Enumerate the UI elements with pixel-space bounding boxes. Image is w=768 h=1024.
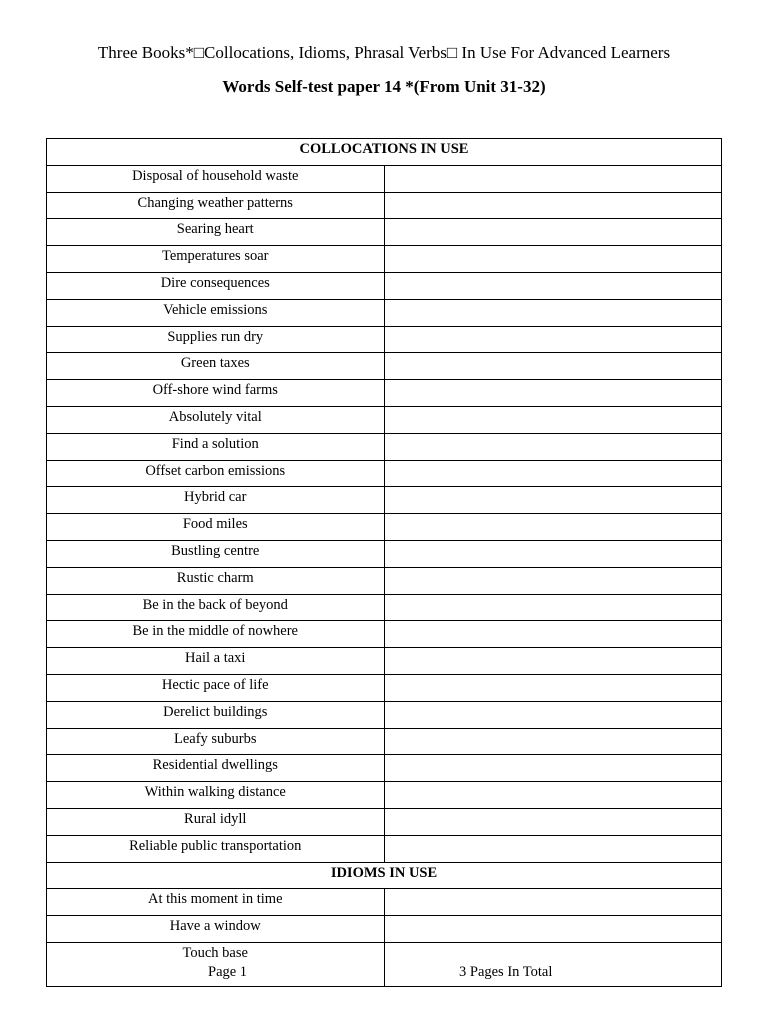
answer-cell[interactable] xyxy=(384,594,722,621)
table-row xyxy=(47,942,722,986)
page-number: Page 1 xyxy=(208,964,248,980)
answer-cell[interactable] xyxy=(384,165,722,192)
answer-cell[interactable] xyxy=(384,514,722,541)
term-cell: Temperatures soar xyxy=(47,246,385,273)
term-cell: Residential dwellings xyxy=(47,755,385,782)
table-row xyxy=(47,621,722,648)
section-heading: IDIOMS IN USE xyxy=(47,862,722,889)
term-cell: Derelict buildings xyxy=(47,701,385,728)
answer-cell[interactable] xyxy=(384,889,722,916)
answer-cell[interactable] xyxy=(384,246,722,273)
term-cell: Dire consequences xyxy=(47,272,385,299)
table-row xyxy=(47,755,722,782)
document-subtitle: Words Self-test paper 14 *(From Unit 31-32) xyxy=(222,77,546,96)
page-total: 3 Pages In Total xyxy=(459,964,553,980)
answer-cell[interactable] xyxy=(384,192,722,219)
term-cell: Off-shore wind farms xyxy=(47,380,385,407)
answer-cell[interactable] xyxy=(384,433,722,460)
answer-cell[interactable] xyxy=(384,326,722,353)
table-row xyxy=(47,219,722,246)
table-row xyxy=(47,406,722,433)
term-cell: Absolutely vital xyxy=(47,406,385,433)
section-heading: COLLOCATIONS IN USE xyxy=(47,139,722,166)
answer-cell[interactable] xyxy=(384,755,722,782)
answer-cell[interactable] xyxy=(384,728,722,755)
term-cell: Searing heart xyxy=(47,219,385,246)
table-row xyxy=(47,889,722,916)
table-row xyxy=(47,246,722,273)
term-cell: Be in the middle of nowhere xyxy=(47,621,385,648)
table-row xyxy=(47,514,722,541)
answer-cell[interactable] xyxy=(384,648,722,675)
table-row xyxy=(47,326,722,353)
table-row xyxy=(47,433,722,460)
answer-cell[interactable] xyxy=(384,299,722,326)
answer-cell[interactable] xyxy=(384,916,722,943)
term-cell: Hybrid car xyxy=(47,487,385,514)
table-row xyxy=(47,192,722,219)
table-row xyxy=(47,272,722,299)
table-row xyxy=(47,728,722,755)
term-cell: Green taxes xyxy=(47,353,385,380)
table-row xyxy=(47,460,722,487)
answer-cell[interactable] xyxy=(384,567,722,594)
term-cell: Vehicle emissions xyxy=(47,299,385,326)
table-row xyxy=(47,835,722,862)
term-cell: Find a solution xyxy=(47,433,385,460)
document-title: Three Books*□Collocations, Idioms, Phrasal Verbs□ In Use For Advanced Learners xyxy=(97,43,671,62)
term-cell: Touch base xyxy=(47,942,385,986)
answer-cell[interactable] xyxy=(384,540,722,567)
term-cell: Reliable public transportation xyxy=(47,835,385,862)
table-row xyxy=(47,567,722,594)
term-cell: Food miles xyxy=(47,514,385,541)
table-row xyxy=(47,594,722,621)
answer-cell[interactable] xyxy=(384,219,722,246)
term-cell: Rustic charm xyxy=(47,567,385,594)
answer-cell[interactable] xyxy=(384,353,722,380)
term-cell: Leafy suburbs xyxy=(47,728,385,755)
term-cell: Be in the back of beyond xyxy=(47,594,385,621)
answer-cell[interactable] xyxy=(384,460,722,487)
table-row xyxy=(47,299,722,326)
section-heading-row xyxy=(47,862,722,889)
answer-cell[interactable] xyxy=(384,406,722,433)
table-row xyxy=(47,701,722,728)
table-row xyxy=(47,380,722,407)
table-row xyxy=(47,916,722,943)
table-row xyxy=(47,674,722,701)
table-row xyxy=(47,648,722,675)
answer-cell[interactable] xyxy=(384,701,722,728)
answer-cell[interactable] xyxy=(384,674,722,701)
term-cell: Changing weather patterns xyxy=(47,192,385,219)
answer-cell[interactable] xyxy=(384,942,722,986)
term-cell: Within walking distance xyxy=(47,782,385,809)
answer-cell[interactable] xyxy=(384,808,722,835)
answer-cell[interactable] xyxy=(384,782,722,809)
term-cell: Disposal of household waste xyxy=(47,165,385,192)
term-cell: At this moment in time xyxy=(47,889,385,916)
answer-cell[interactable] xyxy=(384,487,722,514)
term-cell: Hectic pace of life xyxy=(47,674,385,701)
self-test-table-body xyxy=(47,139,722,987)
answer-cell[interactable] xyxy=(384,621,722,648)
table-row xyxy=(47,353,722,380)
term-cell: Supplies run dry xyxy=(47,326,385,353)
table-row xyxy=(47,540,722,567)
term-cell: Offset carbon emissions xyxy=(47,460,385,487)
table-row xyxy=(47,808,722,835)
table-row xyxy=(47,487,722,514)
table-row xyxy=(47,782,722,809)
section-heading-row xyxy=(47,139,722,166)
table-row xyxy=(47,165,722,192)
term-cell: Have a window xyxy=(47,916,385,943)
self-test-table xyxy=(46,138,722,987)
term-cell: Rural idyll xyxy=(47,808,385,835)
answer-cell[interactable] xyxy=(384,272,722,299)
answer-cell[interactable] xyxy=(384,380,722,407)
term-cell: Bustling centre xyxy=(47,540,385,567)
answer-cell[interactable] xyxy=(384,835,722,862)
term-cell: Hail a taxi xyxy=(47,648,385,675)
